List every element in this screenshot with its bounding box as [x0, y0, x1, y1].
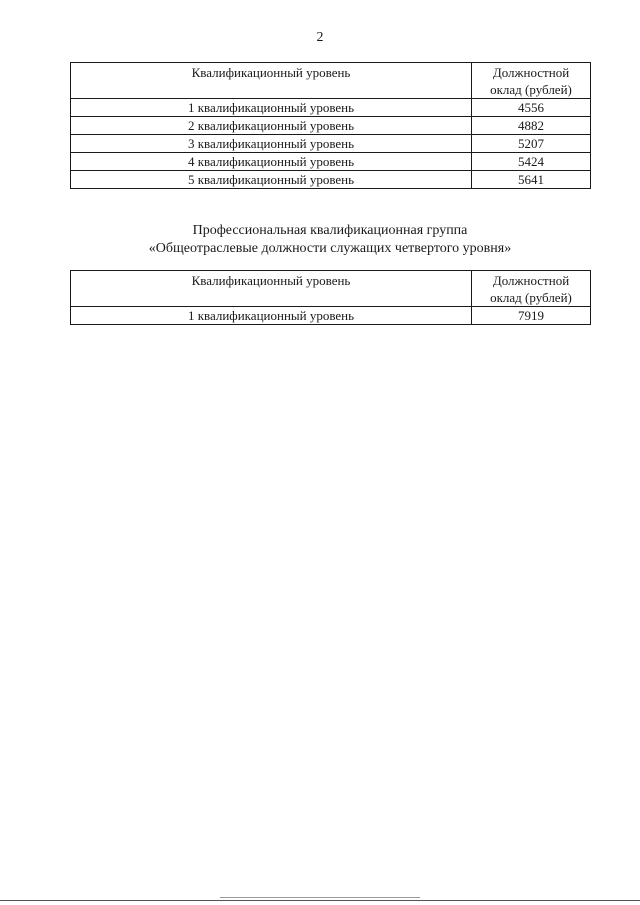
table-row: [71, 153, 591, 171]
scan-artifact-line: [220, 897, 420, 898]
salary-cell: 4556: [472, 99, 591, 117]
salary-cell: 5641: [472, 171, 591, 189]
header-salary: [472, 271, 591, 307]
salary-table-2: [70, 270, 591, 325]
group-heading: [0, 222, 640, 258]
salary-cell: 7919: [472, 307, 591, 325]
group-heading-line2: «Общеотраслевые должности служащих четвертого уровня»: [148, 241, 512, 256]
salary-table-1: [70, 62, 591, 189]
table-header-row: [71, 63, 591, 99]
table-row: [71, 307, 591, 325]
level-cell: 1 квалификационный уровень: [71, 99, 472, 117]
salary-cell: 5424: [472, 153, 591, 171]
level-cell: 2 квалификационный уровень: [71, 117, 472, 135]
header-level: Квалификационный уровень: [71, 271, 472, 307]
header-salary-line1: Должностной: [492, 273, 570, 288]
table-header-row: [71, 271, 591, 307]
salary-cell: 5207: [472, 135, 591, 153]
level-cell: 4 квалификационный уровень: [71, 153, 472, 171]
table-row: [71, 135, 591, 153]
table-row: [71, 99, 591, 117]
level-cell: 3 квалификационный уровень: [71, 135, 472, 153]
page-bottom-edge: [0, 900, 640, 901]
header-salary-line2: оклад (рублей): [490, 290, 572, 305]
level-cell: 1 квалификационный уровень: [71, 307, 472, 325]
level-cell: 5 квалификационный уровень: [71, 171, 472, 189]
salary-cell: 4882: [472, 117, 591, 135]
table-row: [71, 171, 591, 189]
table-row: [71, 117, 591, 135]
header-salary: [472, 63, 591, 99]
header-salary-line1: Должностной: [492, 65, 570, 80]
header-level: Квалификационный уровень: [71, 63, 472, 99]
group-heading-line1: Профессиональная квалификационная группа: [192, 223, 468, 238]
page-number: 2: [316, 30, 324, 45]
header-salary-line2: оклад (рублей): [490, 82, 572, 97]
